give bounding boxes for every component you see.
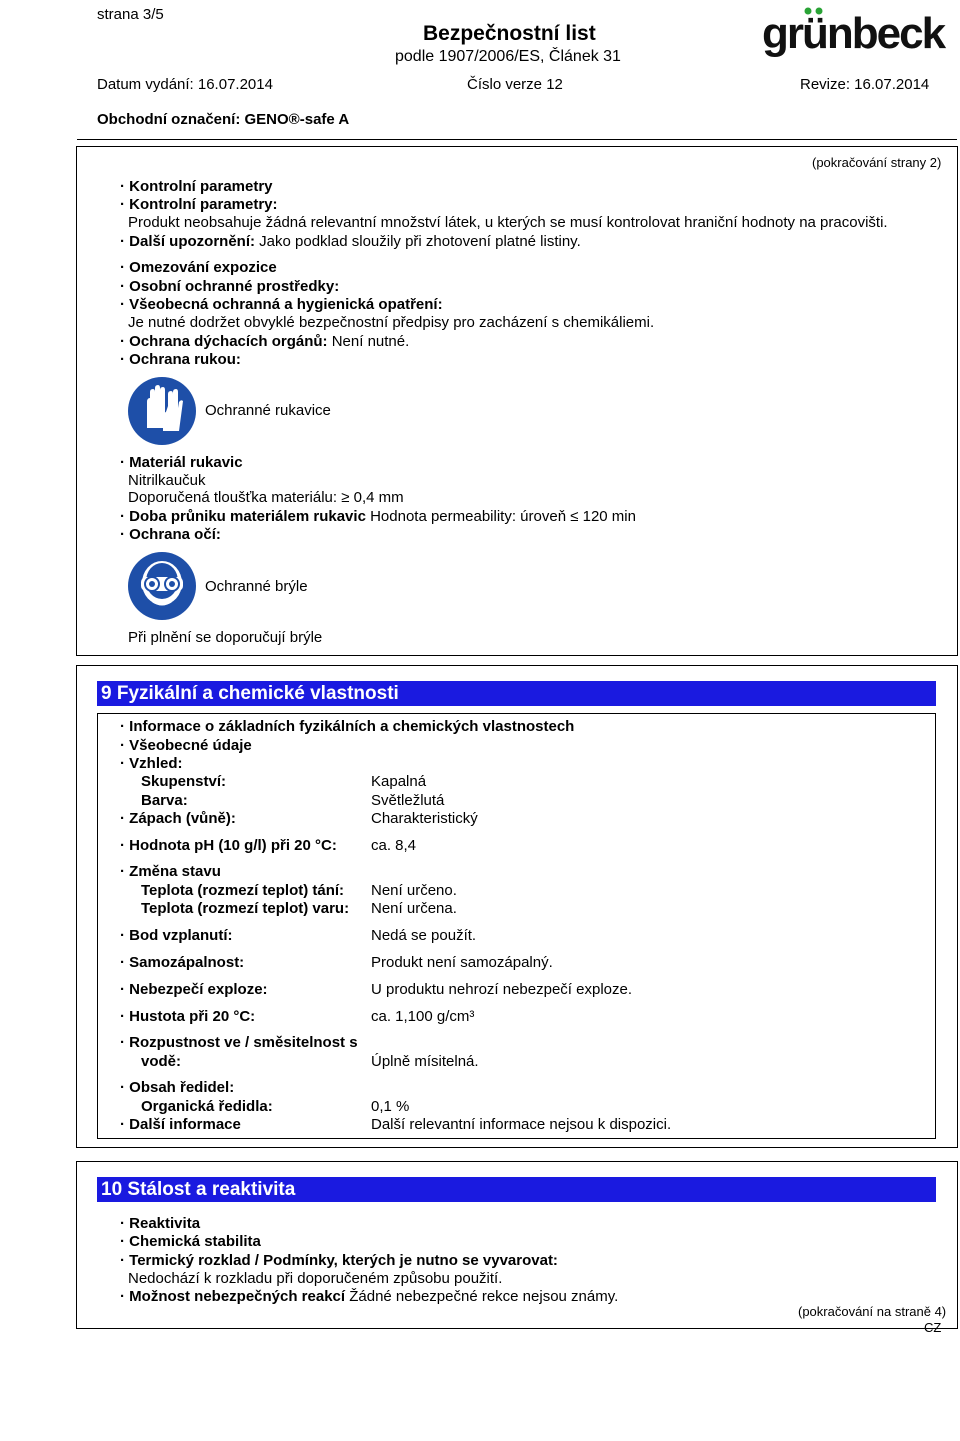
line-text: Je nutné dodržet obvyklé bezpečnostní předpisy pro zacházení s chemikáliemi.: [128, 314, 655, 331]
property-label: vodě:: [141, 1053, 182, 1070]
section-10-heading: 10 Stálost a reaktivita: [97, 1177, 936, 1202]
property-label: Barva:: [141, 792, 188, 809]
company-logo: [762, 2, 958, 64]
text-line: [120, 296, 443, 314]
text-line: [120, 178, 273, 196]
property-value: Charakteristický: [371, 810, 478, 827]
line-label: · Doba průniku materiálem rukavic: [120, 508, 366, 525]
property-label: · Obsah ředidel:: [120, 1079, 235, 1096]
property-value: 0,1 %: [371, 1098, 410, 1115]
line-label: · Kontrolní parametry: [120, 178, 273, 195]
line-text: Žádné nebezpečné rekce nejsou známy.: [345, 1288, 619, 1305]
text-line: [120, 259, 277, 277]
line-label: · Ochrana dýchacích orgánů:: [120, 333, 328, 350]
line-text: Hodnota permeability: úroveň ≤ 120 min: [365, 508, 636, 525]
property-label: · Rozpustnost ve / směsitelnost s: [120, 1034, 358, 1051]
header-rule: [77, 139, 957, 140]
property-value: ca. 8,4: [371, 837, 417, 854]
text-line: [128, 214, 888, 232]
text-line: [120, 351, 241, 369]
line-label: · Omezování expozice: [120, 259, 277, 276]
text-line: [120, 233, 581, 251]
line-text: Není nutné.: [327, 333, 410, 350]
property-value: Produkt není samozápalný.: [371, 954, 553, 971]
document-subtitle: podle 1907/2006/ES, Článek 31: [395, 48, 621, 65]
section-9-heading: 9 Fyzikální a chemické vlastnosti: [97, 681, 936, 706]
gloves-label: Ochranné rukavice: [205, 402, 331, 419]
text-line: [120, 1215, 200, 1233]
property-label: · Všeobecné údaje: [120, 737, 252, 754]
property-label: · Vzhled:: [120, 755, 183, 772]
property-value: Nedá se použít.: [371, 927, 477, 944]
property-label: · Samozápalnost:: [120, 954, 245, 971]
property-label: · Nebezpečí exploze:: [120, 981, 268, 998]
property-value: Úplně mísitelná.: [371, 1053, 479, 1070]
text-line: [120, 1233, 261, 1251]
text-line: [120, 278, 339, 296]
property-label: Skupenství:: [141, 773, 227, 790]
text-line: [128, 314, 654, 332]
text-line: [120, 526, 221, 544]
property-value: Kapalná: [371, 773, 427, 790]
line-text: Nitrilkaučuk: [128, 472, 206, 489]
line-label: · Další upozornění:: [120, 233, 255, 250]
text-line: [120, 1252, 558, 1270]
goggles-note: Při plnění se doporučují brýle: [128, 629, 323, 646]
trade-name: Obchodní označení: GENO®-safe A: [97, 111, 350, 128]
line-text: Jako podklad sloužily při zhotovení platné listiny.: [255, 233, 581, 250]
goggles-icon: [127, 551, 197, 621]
property-label: · Bod vzplanutí:: [120, 927, 233, 944]
line-text: Produkt neobsahuje žádná relevantní množství látek, u kterých se musí kontrolovat hraniční hodnoty na pracovišti.: [128, 214, 888, 231]
line-label: · Osobní ochranné prostředky:: [120, 278, 340, 295]
property-label: Teplota (rozmezí teplot) varu:: [141, 900, 350, 917]
line-text: Doporučená tloušťka materiálu: ≥ 0,4 mm: [128, 489, 404, 506]
gloves-icon: [127, 376, 197, 446]
line-text: Nedochází k rozkladu při doporučeném způsobu použití.: [128, 1270, 503, 1287]
line-label: · Chemická stabilita: [120, 1233, 261, 1250]
property-label: · Změna stavu: [120, 863, 221, 880]
property-label: Organická ředidla:: [141, 1098, 273, 1115]
issue-date: Datum vydání: 16.07.2014: [97, 76, 273, 93]
line-label: · Reaktivita: [120, 1215, 201, 1232]
line-label: · Kontrolní parametry:: [120, 196, 278, 213]
text-line: [128, 1270, 502, 1288]
text-line: [120, 333, 409, 351]
document-title: Bezpečnostní list: [423, 22, 596, 45]
property-label: Teplota (rozmezí teplot) tání:: [141, 882, 345, 899]
text-line: [128, 489, 404, 507]
gloves-pictogram: [127, 376, 197, 450]
page-number: strana 3/5: [97, 6, 164, 23]
property-value: Světležlutá: [371, 792, 445, 809]
property-label: · Zápach (vůně):: [120, 810, 236, 827]
version-number: Číslo verze 12: [467, 76, 563, 93]
text-line: [120, 196, 278, 214]
text-line: [128, 472, 206, 490]
logo-text: grünbeck: [762, 9, 945, 58]
property-label: · Hustota při 20 °C:: [120, 1008, 256, 1025]
property-value: U produktu nehrozí nebezpečí exploze.: [371, 981, 632, 998]
line-label: · Možnost nebezpečných reakcí: [120, 1288, 346, 1305]
property-label: · Další informace: [120, 1116, 241, 1133]
property-value: Není určena.: [371, 900, 457, 917]
property-label: · Hodnota pH (10 g/l) při 20 °C:: [120, 837, 337, 854]
property-value: Není určeno.: [371, 882, 457, 899]
continued-from: (pokračování strany 2): [812, 155, 942, 170]
line-label: · Ochrana rukou:: [120, 351, 241, 368]
revision-date: Revize: 16.07.2014: [800, 76, 930, 93]
line-label: · Materiál rukavic: [120, 454, 243, 471]
property-value: Další relevantní informace nejsou k dispozici.: [371, 1116, 672, 1133]
line-label: · Termický rozklad / Podmínky, kterých je nutno se vyvarovat:: [120, 1252, 558, 1269]
line-label: · Ochrana očí:: [120, 526, 221, 543]
text-line: [120, 508, 636, 526]
line-label: · Všeobecná ochranná a hygienická opatření:: [120, 296, 443, 313]
property-label: · Informace o základních fyzikálních a chemických vlastnostech: [120, 718, 575, 735]
country-code: CZ: [924, 1320, 942, 1335]
continued-to: (pokračování na straně 4): [798, 1304, 947, 1319]
goggles-pictogram: [127, 551, 197, 625]
text-line: [120, 454, 243, 472]
text-line: [120, 1288, 618, 1306]
property-value: ca. 1,100 g/cm³: [371, 1008, 475, 1025]
goggles-label: Ochranné brýle: [205, 578, 308, 595]
